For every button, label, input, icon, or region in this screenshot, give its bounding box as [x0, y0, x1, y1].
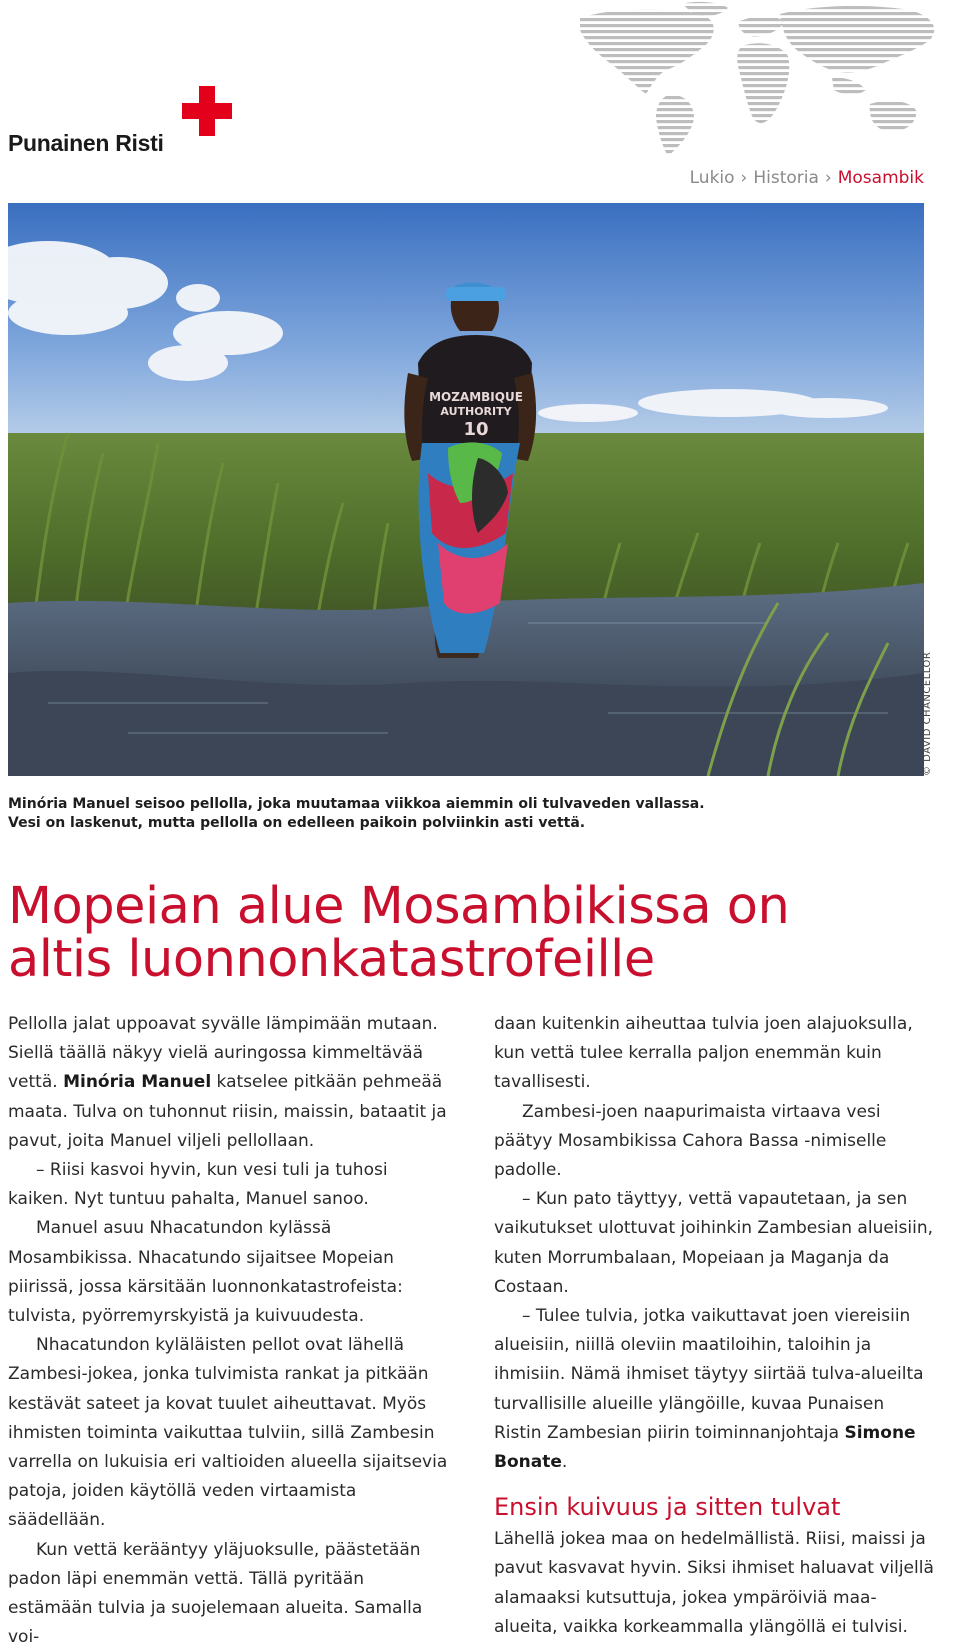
breadcrumb-separator-icon: ›	[740, 168, 748, 188]
world-map-graphic	[570, 0, 950, 160]
breadcrumb	[690, 168, 924, 188]
person-name: Minória Manuel	[63, 1072, 212, 1093]
headline-line-2: altis luonnonkatastrofeille	[8, 930, 655, 989]
red-cross-logo	[8, 86, 228, 156]
paragraph	[8, 1010, 448, 1156]
article-headline	[8, 877, 938, 989]
breadcrumb-item-historia[interactable]: Historia	[753, 168, 819, 188]
shirt-text-line1: MOZAMBIQUE	[429, 390, 523, 404]
caption-line-2: Vesi on laskenut, mutta pellolla on edelleen paikoin polviinkin asti vettä.	[8, 815, 586, 831]
hero-photo	[8, 203, 924, 776]
photo-caption	[8, 795, 908, 833]
paragraph: Nhacatundon kyläläisten pellot ovat lähellä Zambesi-jokea, jonka tulvimista rankat ja pitkään kestävät sateet ja kovat tuulet aiheuttavat. Myös ihmisten toiminta vaikuttaa tulviin, sillä Zambesin varrella on lukuisia eri valtioiden alueella sijaitsevia patoja, joiden käytöllä veden virtaamista säädellään.	[8, 1335, 448, 1531]
breadcrumb-separator-icon: ›	[824, 168, 832, 188]
paragraph: daan kuitenkin aiheuttaa tulvia joen alajuoksulla, kun vettä tulee kerralla paljon enemmän kuin tavallisesti.	[494, 1014, 913, 1093]
paragraph: Zambesi-joen naapurimaista virtaava vesi päätyy Mosambikissa Cahora Bassa -nimiselle padolle.	[494, 1101, 887, 1181]
paragraph: Lähellä jokea maa on hedelmällistä. Riisi, maissi ja pavut kasvavat hyvin. Siksi ihmiset haluavat viljellä alamaaksi kutsuttuja, jokea ympäröiviä maa-alueita, vaikka korkeammalla ylängöllä ei tulvisi.	[494, 1529, 934, 1637]
red-cross-icon	[182, 86, 232, 136]
caption-line-1: Minória Manuel seisoo pellolla, joka muutamaa viikkoa aiemmin oli tulvaveden vallassa.	[8, 796, 705, 812]
breadcrumb-item-current: Mosambik	[837, 168, 924, 188]
paragraph	[494, 1302, 934, 1477]
headline-line-1: Mopeian alue Mosambikissa on	[8, 877, 790, 936]
paragraph: – Kun pato täyttyy, vettä vapautetaan, ja sen vaikutukset ulottuvat joihinkin Zambesian alueisiin, kuten Morrumbalaan, Mopeiaan ja Maganja da Costaan.	[494, 1189, 934, 1297]
photo-credit: © DAVID CHANCELLOR	[922, 651, 933, 776]
paragraph-text: Pellolla jalat uppoavat syvälle lämpimään mutaan. Siellä täällä näkyy vielä auringossa kimmeltävää vettä.	[8, 1014, 438, 1093]
shirt-number: 10	[463, 419, 489, 440]
paragraph-text: .	[561, 1452, 568, 1473]
logo-text: Punainen Risti	[8, 130, 164, 156]
paragraph: Manuel asuu Nhacatundon kylässä Mosambikissa. Nhacatundo sijaitsee Mopeian piirissä, jossa kärsitään luonnonkatastrofeista: tulvista, pyörremyrskyistä ja kuivuudesta.	[8, 1218, 403, 1327]
article-column-2	[494, 1010, 934, 1642]
paragraph: – Riisi kasvoi hyvin, kun vesi tuli ja tuhosi kaiken. Nyt tuntuu pahalta, Manuel sanoo.	[8, 1160, 388, 1210]
article-column-1	[8, 1010, 448, 1652]
section-subheading: Ensin kuivuus ja sitten tulvat	[494, 1493, 841, 1522]
shirt-text-line2: AUTHORITY	[440, 405, 512, 418]
breadcrumb-item-lukio[interactable]: Lukio	[689, 168, 735, 188]
paragraph-text: katselee pitkään pehmeää maata. Tulva on tuhonnut riisin, maissin, bataatit ja pavut, joita Manuel viljeli pellollaan.	[8, 1072, 447, 1151]
paragraph-text: – Tulee tulvia, jotka vaikuttavat joen viereisiin alueisiin, niillä oleviin maatiloihin, taloihin ja ihmisiin. Nämä ihmiset täytyy siirtää tulva-alueilta turvallisille alueille ylängöille, kuvaa Punaisen Ristin Zambesian piirin toiminnanjohtaja	[494, 1306, 924, 1443]
paragraph: Kun vettä kerääntyy yläjuoksulle, päästetään padon läpi enemmän vettä. Tällä pyritään estämään tulvia ja suojelemaan alueita. Samalla voi-	[8, 1539, 423, 1648]
person-name: Simone Bonate	[494, 1422, 916, 1473]
